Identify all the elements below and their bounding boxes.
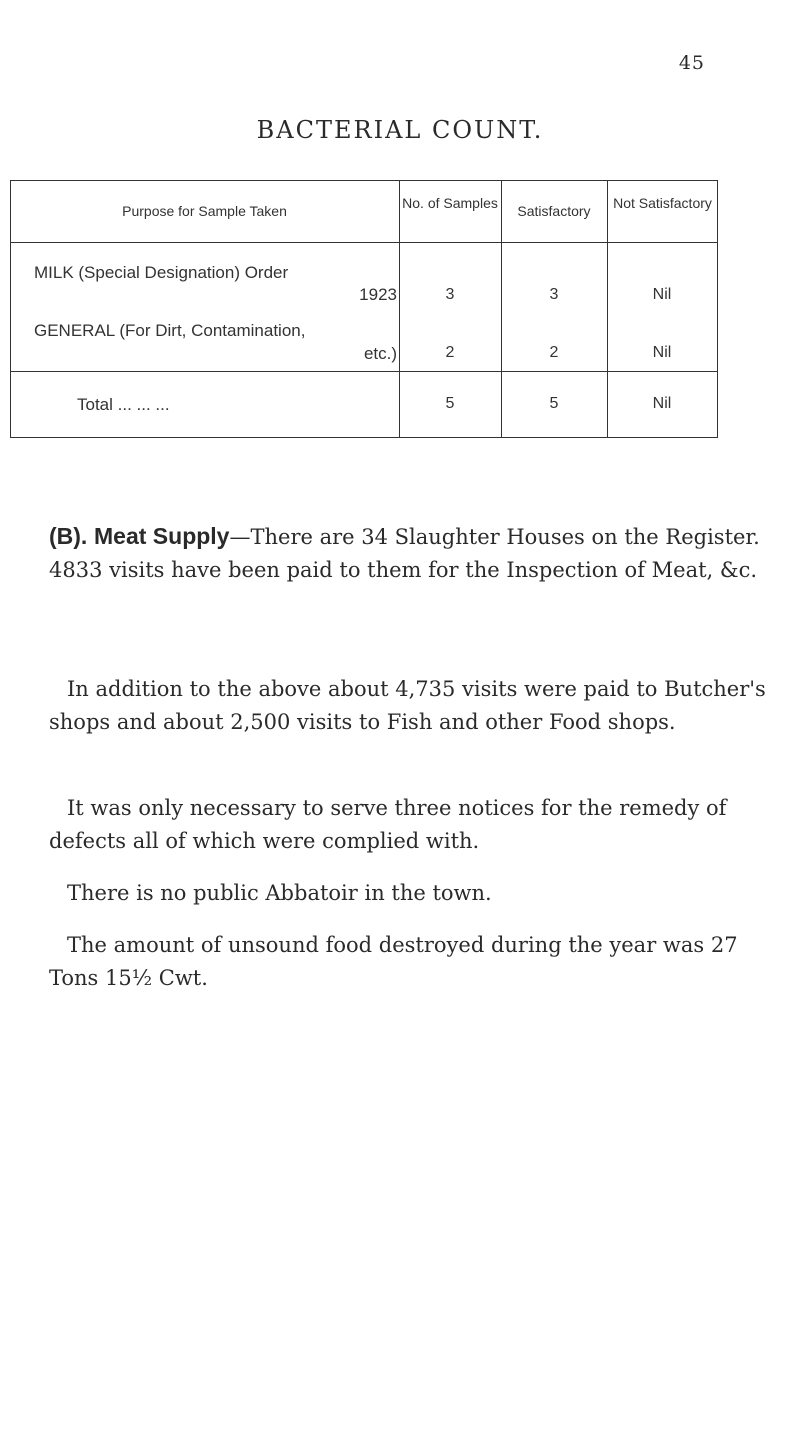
row-1-label: MILK (Special Designation) Order <box>34 263 289 282</box>
bacterial-count-table <box>10 180 718 438</box>
row-1-satisfactory: 3 <box>549 286 559 303</box>
row-2-samples: 2 <box>445 344 455 361</box>
meat-supply-paragraph <box>49 520 769 587</box>
paragraph-unsound-food: The amount of unsound food destroyed during the year was 27 Tons 15½ Cwt. <box>49 933 738 990</box>
row-2-satisfactory: 2 <box>549 344 559 361</box>
row-2-not-satisfactory: Nil <box>652 344 672 361</box>
header-satisfactory: Satisfactory <box>517 203 591 219</box>
header-samples: No. of Samples <box>402 195 498 211</box>
meat-supply-heading: Meat Supply <box>94 523 230 549</box>
row-1-not-satisfactory: Nil <box>652 286 672 303</box>
page-number: 45 <box>678 52 705 74</box>
total-not-satisfactory: Nil <box>652 395 672 412</box>
paragraph-notices: It was only necessary to serve three notices for the remedy of defects all of which were complied with. <box>49 796 727 853</box>
meat-supply-text: —There are 34 Slaughter Houses on the Register. 4833 visits have been paid to them for the Inspection of Meat, &c. <box>49 525 760 582</box>
paragraph-visits: In addition to the above about 4,735 visits were paid to Butcher's shops and about 2,500 visits to Fish and other Food shops. <box>49 677 766 734</box>
total-satisfactory: 5 <box>549 395 559 412</box>
row-2-label: GENERAL (For Dirt, Contamination, <box>34 321 306 340</box>
table-right-rule <box>717 180 718 438</box>
col-rule-3 <box>607 180 608 438</box>
total-samples: 5 <box>445 395 455 412</box>
page-title: BACTERIAL COUNT. <box>256 116 544 144</box>
col-rule-1 <box>399 180 400 438</box>
row-1-samples: 3 <box>445 286 455 303</box>
total-label: Total ... ... ... <box>77 395 170 414</box>
row-2-label-cont: etc.) <box>363 344 397 363</box>
row-1-label-cont: 1923 <box>359 285 397 304</box>
paragraph-abbatoir: There is no public Abbatoir in the town. <box>67 881 492 905</box>
total-rule <box>10 371 718 372</box>
table-bottom-rule <box>10 437 718 438</box>
meat-supply-prefix: (B). <box>49 523 88 549</box>
header-not-satisfactory: Not Satisfactory <box>613 195 712 211</box>
header-rule <box>10 242 718 243</box>
header-purpose: Purpose for Sample Taken <box>122 203 287 219</box>
table-top-rule <box>10 180 718 181</box>
